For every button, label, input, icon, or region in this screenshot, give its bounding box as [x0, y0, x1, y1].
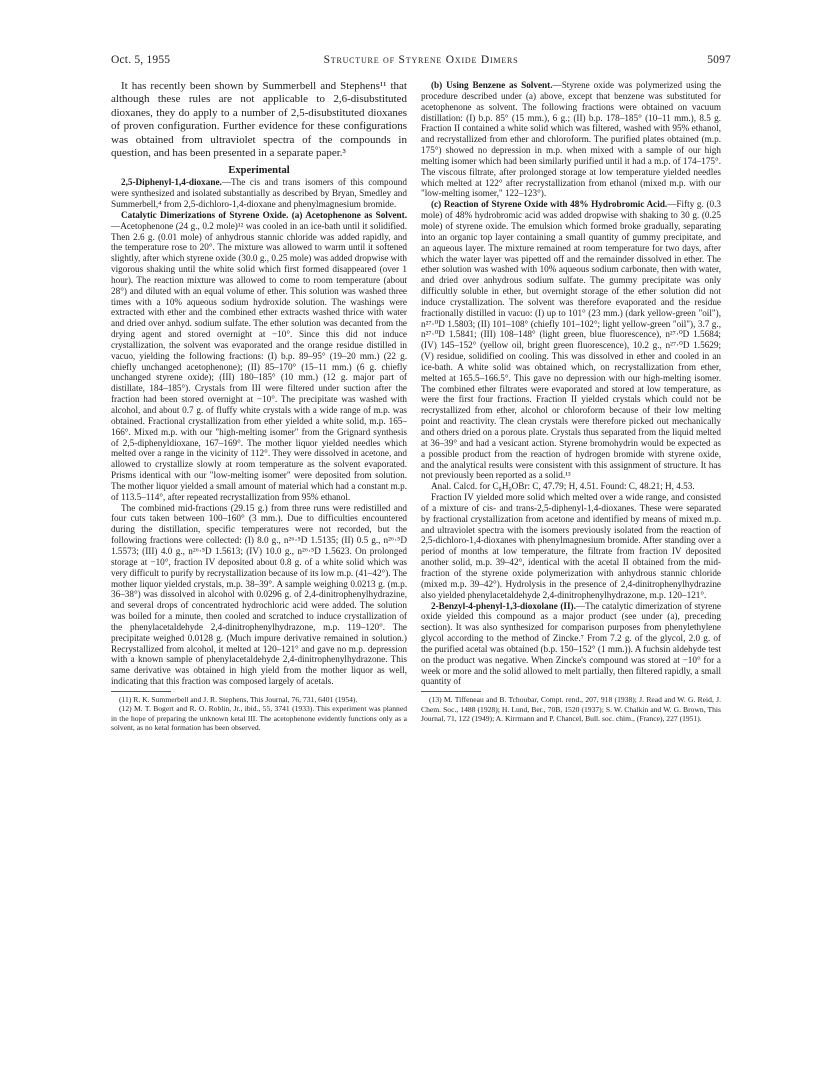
footnote-rule [111, 691, 171, 692]
paragraph-body: —Styrene oxide was polymerized using the procedure described under (a) above, except that benzene was substituted for acetophenone as solvent. The following fractions were obtained on vacuum distillation: (I) b.p. 85° (15 mm.), 6 g.; (II) b.p. 178–185° (10–11 mm.), 8.5 g. Fraction II contained a white solid which was filtered, washed with 95% ethanol, and recrystallized from ether and chloroform. The purified plates obtained (m.p. 175°) showed no depression in m.p. when mixed with a sample of our high melting isomer which had been similarly purified until it had a m.p. of 174–175°. The viscous filtrate, after prolonged storage at low temperature yielded needles which melted at 122° after recrystallization from ethanol (mixed m.p. with our "low-melting isomer," 122–123°). [421, 80, 721, 199]
run-in-heading: (b) Using Benzene as Solvent. [431, 80, 553, 90]
intro-paragraph: It has recently been shown by Summerbell and Stephens¹¹ that although these rules are not applicable to 2,6-disubstituted dioxanes, they do apply to a number of 2,5-disubstituted dioxanes of proven configuration. Further evidence for these configurations was obtained from ultraviolet spectra of the compounds in question, and has been presented in a separate paper.³ [111, 80, 407, 160]
run-in-heading: 2-Benzyl-4-phenyl-1,3-dioxolane (II). [431, 600, 576, 611]
paragraph-diphenyl-dioxane [111, 177, 407, 210]
footnote: (13) M. Tiffeneau and B. Tchoubar, Compt. rend., 207, 918 (1938); J. Read and W. G. Reid, J. Chem. Soc., 1488 (1928); H. Lund, Ber., 70B, 1520 (1937); S. W. Chalkin and W. G. Brown, This Journal, 71, 122 (1949); A. Kirrmann and P. Chancel, Bull. soc. chim., (France), 227 (1951). [421, 695, 721, 723]
section-heading: Experimental [228, 165, 290, 177]
run-in-heading: Catalytic Dimerizations of Styrene Oxide. (a) Acetophenone as Solvent. [121, 209, 407, 220]
paragraph-mid-fractions: The combined mid-fractions (29.15 g.) from three runs were redistilled and four cuts taken between 100–160° (3 mm.). Due to difficulties encountered during the distillation, specific temperatures were not recorded, but the following fractions were collected: (I) 8.0 g., n²⁶·⁵D 1.5135; (II) 0.5 g., n²⁶·⁵D 1.5573; (III) 4.0 g., n²⁶·⁵D 1.5613; (IV) 10.0 g., n²⁶·⁵D 1.5623. On prolonged storage at −10°, fraction IV deposited about 0.8 g. of a white solid which was very difficult to purify by recrystallization because of its low m.p. (41–42°). The mother liquor yielded crystals, m.p. 38–39°. A sample weighing 0.0213 g. (m.p. 36–38°) was dissolved in alcohol with 0.0296 g. of 2,4-dinitrophenylhydrazine, and several drops of concentrated hydrochloric acid were added. The solution was boiled for a minute, then cooled and scratched to induce crystallization of the phenylacetaldehyde 2,4-dinitrophenylhydrazone, m.p. 119–120°. The precipitate weighed 0.0128 g. (Much impure derivative remained in solution.) Recrystallized from alcohol, it melted at 120–121° and gave no m.p. depression with a known sample of phenylacetaldehyde 2,4-dinitrophenylhydrazone. This same derivative was obtained in high yield from the mother liquor as well, indicating that this fraction was composed largely of acetals. [111, 502, 407, 687]
footnote-rule [421, 691, 481, 692]
header-page-number: 5097 [707, 54, 731, 66]
paragraph-body: —The catalytic dimerization of styrene oxide yielded this compound as a major product (see under (a), preceding section). It was also synthesized for comparison purposes from phenylethylene glycol according to the method of Zincke.⁷ From 7.2 g. of the glycol, 2.0 g. of the purified acetal was obtained (b.p. 150–152° (1 mm.)). A fuchsin aldehyde test on the product was negative. When Zincke's compound was stored at −10° for a week or more and the solid allowed to melt partially, then filtered rapidly, a small quantity of [421, 600, 722, 687]
running-header [111, 54, 731, 68]
analysis-line: Anal. Calcd. for C₈H₉OBr: C, 47.79; H, 4.51. Found: C, 48.21; H, 4.53. [431, 481, 695, 492]
footnote: (12) M. T. Bogert and R. O. Roblin, Jr., ibid., 55, 3741 (1933). This experiment was planned in the hope of preparing the unknown ketal III. The acetophenone evidently functions only as a solvent, as no ketal formation has been observed. [111, 704, 407, 732]
footnotes-left [111, 695, 407, 732]
paragraph-catalytic-dimerization [111, 210, 407, 503]
paragraph-hydrobromic-acid [421, 199, 721, 481]
paragraph-body: —Fifty g. (0.3 mole) of 48% hydrobromic acid was added dropwise with shaking to 30 g. (0.25 mole) of styrene oxide. The emulsion which formed broke gradually, separating into an organic top layer containing a small quantity of gummy precipitate, and an aqueous layer. The mixture remained at room temperature for two days, after which the water layer was pipetted off and the remainder dissolved in ether. The ether solution was washed with 10% aqueous sodium carbonate, then with water, and dried over anhydrous sodium sulfate. The gummy precipitate was only difficultly soluble in ether, but overnight storage of the ether solution did not induce crystallization. The solvent was therefore evaporated and the residue fractionally distilled in vacuo: (I) up to 101° (23 mm.) (dark yellow-green "oil"), n²⁷·⁰D 1.5803; (II) 101–108° (chiefly 101–102°; light yellow-green "oil"), 3.7 g., n²⁷·⁰D 1.5841; (III) 108–148° (light green, blue fluorescence), n²⁷·⁰D 1.5684; (IV) 145–152° (yellow oil, bright green fluorescence), 10.2 g., n²⁷·⁰D 1.5629; (V) residue, solidified on cooling. This was dissolved in ether and cooled in an ice-bath. A white solid was obtained which, on recrystallization from ether, melted at 165.5–166.5°. This gave no depression with our high-melting isomer. The combined ether filtrates were evaporated and stored at low temperature, as were the first four fractions. Fraction II yielded crystals which could not be recrystallized from ether, alcohol or chloroform because of their low melting point and reactivity. The clean crystals were therefore picked out mechanically and others dried on a porous plate. Crystals thus separated from the liquid melted at 36–39° and had a vesicant action. Styrene bromohydrin would be expected as a possible product from the reaction of hydrogen bromide with styrene oxide, and the analytical results were consistent with this assignment of structure. It has not previously been reported as a solid.¹³ [421, 199, 721, 481]
paragraph-body: —The cis and trans isomers of this compound were synthesized and isolated substantially as described by Bryan, Smedley and Summerbell,⁴ from 2,5-dichloro-1,4-dioxane and phenylmagnesium bromide. [111, 177, 407, 209]
right-column [421, 80, 721, 723]
footnote: (11) R. K. Summerbell and J. R. Stephens, This Journal, 76, 731, 6401 (1954). [119, 694, 358, 704]
run-in-heading: 2,5-Diphenyl-1,4-dioxane. [121, 177, 222, 188]
header-title: Structure of Styrene Oxide Dimers [323, 54, 519, 66]
run-in-heading: (c) Reaction of Styrene Oxide with 48% Hydrobromic Acid. [431, 199, 668, 210]
left-column [111, 80, 407, 732]
header-date: Oct. 5, 1955 [111, 54, 171, 66]
paragraph-body: —Acetophenone (24 g., 0.2 mole)¹² was cooled in an ice-bath until it solidified. Then 2.6 g. (0.01 mole) of anhydrous stannic chloride was added rapidly, and the temperature rose to 20°. The mixture was allowed to warm until it softened slightly, after which styrene oxide (30.0 g., 0.25 mole) was added dropwise with vigorous shaking until the white solid which first formed disappeared (over 1 hour). The reaction mixture was allowed to come to room temperature (about 28°) and diluted with an equal volume of ether. This solution was washed three times with a 10% aqueous sodium hydroxide solution. The washings were extracted with ether and the combined ether extracts washed thrice with water and dried over anhyd. sodium sulfate. The ether solution was decanted from the drying agent and stored overnight at −10°. Since this did not induce crystallization, the solvent was evaporated and the orange residue distilled in vacuo, yielding the following fractions: (I) b.p. 89–95° (19–20 mm.) (22 g. chiefly unchanged acetophenone); (II) 85–170° (15–11 mm.) (6 g. chiefly unchanged styrene oxide); (III) 180–185° (10 mm.) (12 g. major part of distillate, 184–185°). Crystals from III were filtered under suction after the fraction had been stored overnight at −10°. The precipitate was washed with alcohol, and about 0.7 g. of fluffy white crystals with a wide range of m.p. was obtained. Fractional crystallization from ether yielded a white solid, m.p. 165–166°. Mixed m.p. with our "high-melting isomer" from the Grignard synthesis of 2,5-diphenyldioxane, 167–169°. The mother liquor yielded needles which melted over a range in the vicinity of 112°. They were dissolved in acetone, and allowed to crystallize slowly at room temperature as the solvent evaporated. Prisms identical with our "low-melting isomer" were deposited from solution. The mother liquor yielded a small amount of material which had a constant m.p. of 113.5–114°, after repeated recrystallization from 95% ethanol. [111, 220, 407, 502]
paragraph-dioxolane [421, 601, 721, 688]
paragraph-benzene-solvent [421, 80, 721, 199]
paragraph-fraction-iv: Fraction IV yielded more solid which melted over a wide range, and consisted of a mixture of cis- and trans-2,5-diphenyl-1,4-dioxanes. These were separated by fractional crystallization from acetone and identified by means of mixed m.p. and ultraviolet spectra with the isomers previously isolated from the reaction of 2,5-dichloro-1,4-dioxanes with phenylmagnesium bromide. After standing over a period of months at low temperature, the filtrate from fraction IV deposited another solid, m.p. 39–42°, identical with the acetal II obtained from the mid-fraction of the styrene oxide polymerization with anhydrous stannic chloride (mixed m.p. 39–42°). Hydrolysis in the presence of 2,4-dinitrophenylhydrazine also yielded phenylacetaldehyde 2,4-dinitrophenylhydrazone, m.p. 120–121°. [421, 492, 721, 600]
footnotes-right [421, 695, 721, 723]
